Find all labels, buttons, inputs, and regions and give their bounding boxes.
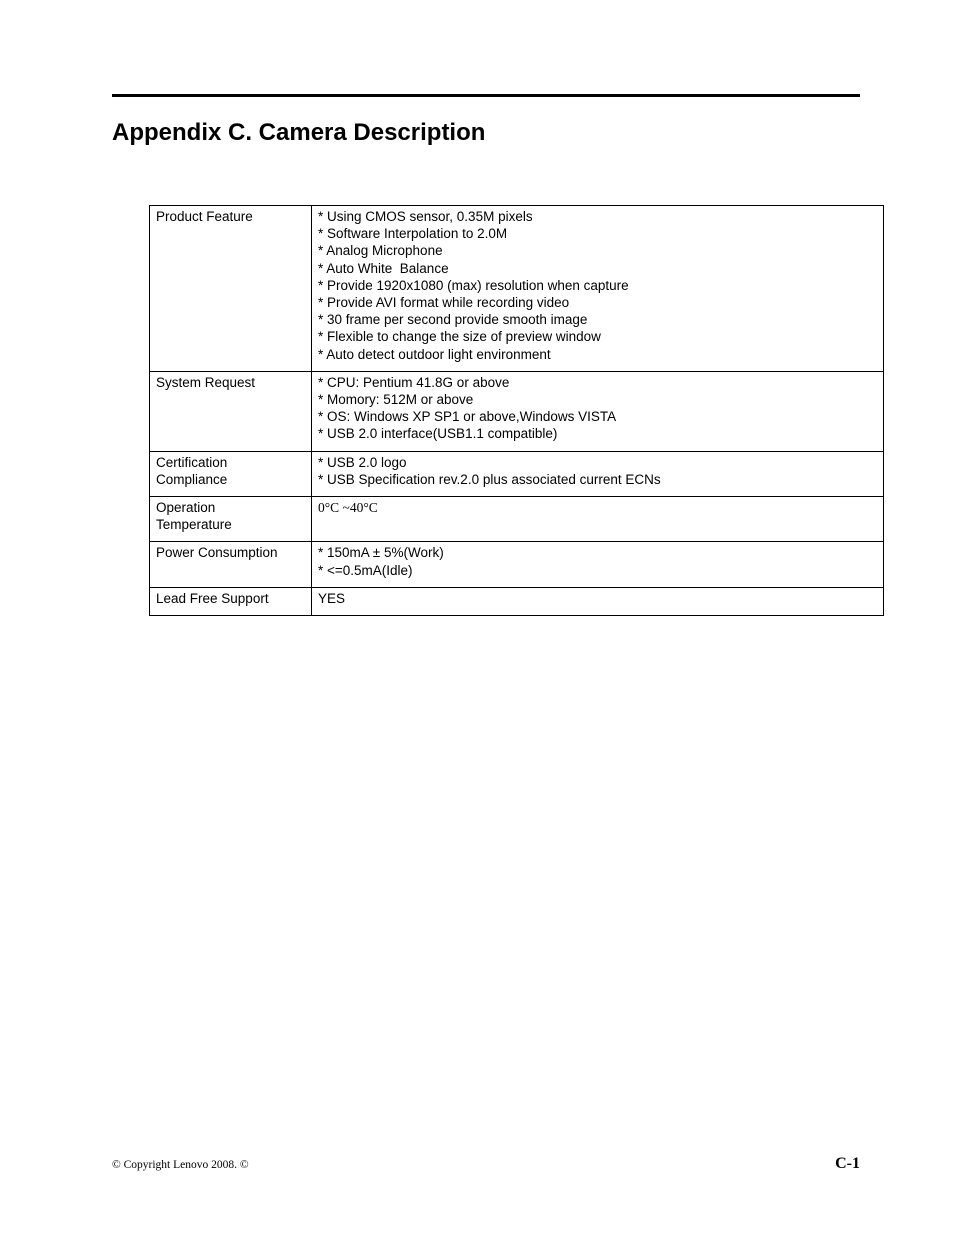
value-line: * USB 2.0 interface(USB1.1 compatible): [318, 426, 558, 442]
value-line: * 30 frame per second provide smooth image: [318, 312, 588, 328]
row-label: [150, 542, 312, 587]
value-line: * USB Specification rev.2.0 plus associated current ECNs: [318, 471, 661, 487]
value-line: * Momory: 512M or above: [318, 392, 474, 408]
label-text: Lead Free Support: [156, 590, 269, 606]
value-line: * CPU: Pentium 41.8G or above: [318, 374, 510, 390]
value-line: 0°C ~40°C: [318, 500, 378, 516]
table-row: [150, 451, 884, 496]
value-line: * Auto White Balance: [318, 260, 449, 276]
row-label: [150, 206, 312, 372]
row-value: [312, 371, 884, 451]
row-value: [312, 206, 884, 372]
row-label: [150, 497, 312, 542]
page-number: C-1: [835, 1155, 860, 1172]
header-rule: [112, 94, 860, 97]
table-row: [150, 542, 884, 587]
table-row: [150, 206, 884, 372]
value-line: * Using CMOS sensor, 0.35M pixels: [318, 209, 533, 224]
table-row: [150, 497, 884, 542]
value-line: * <=0.5mA(Idle): [318, 562, 413, 578]
value-line: * 150mA ± 5%(Work): [318, 545, 444, 561]
table-row: [150, 371, 884, 451]
row-value: [312, 451, 884, 496]
label-text: Temperature: [156, 517, 232, 533]
value-line: * USB 2.0 logo: [318, 454, 407, 470]
value-line: * OS: Windows XP SP1 or above,Windows VISTA: [318, 409, 617, 425]
value-line: * Software Interpolation to 2.0M: [318, 226, 508, 242]
row-value: [312, 542, 884, 587]
label-text: System Request: [156, 374, 256, 390]
value-line: * Auto detect outdoor light environment: [318, 346, 551, 362]
row-label: [150, 587, 312, 615]
row-value: [312, 497, 884, 542]
value-line: YES: [318, 590, 346, 606]
label-text: Product Feature: [156, 209, 253, 224]
row-label: [150, 371, 312, 451]
label-text: Certification: [156, 454, 228, 470]
page-title: Appendix C. Camera Description: [112, 119, 486, 146]
value-line: * Flexible to change the size of preview window: [318, 329, 601, 345]
copyright-notice: © Copyright Lenovo 2008. ©: [112, 1159, 249, 1171]
label-text: Compliance: [156, 471, 228, 487]
row-label: [150, 451, 312, 496]
camera-spec-table: [149, 205, 884, 616]
label-text: Operation: [156, 500, 216, 516]
value-line: * Analog Microphone: [318, 243, 443, 259]
row-value: [312, 587, 884, 615]
label-text: Power Consumption: [156, 545, 278, 561]
value-line: * Provide AVI format while recording video: [318, 295, 570, 311]
table-row: [150, 587, 884, 615]
value-line: * Provide 1920x1080 (max) resolution when capture: [318, 277, 629, 293]
